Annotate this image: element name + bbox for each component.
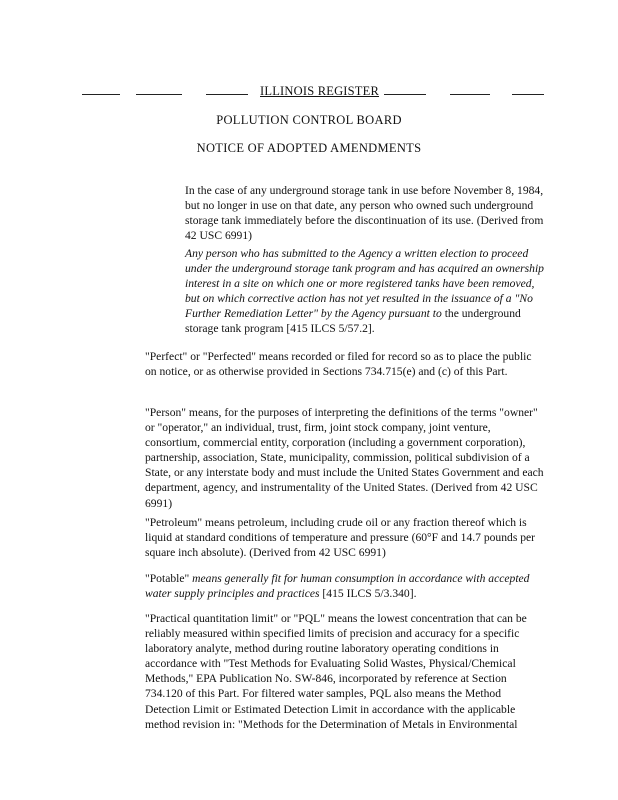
term-text: "Potable"	[145, 572, 190, 585]
header-rule	[82, 94, 120, 95]
board-heading: POLLUTION CONTROL BOARD	[216, 113, 402, 127]
definition-petroleum: "Petroleum" means petroleum, including crude oil or any fraction thereof which is liquid at standard conditions of temperature and pressure (60°F and 14.7 pounds per square inch absolute). (Derived from 42 USC 6991)	[145, 516, 536, 560]
paragraph-owner-election	[185, 246, 545, 337]
header-rule	[450, 94, 490, 95]
header-rule	[512, 94, 544, 95]
paragraph-owner-discontinued: In the case of any underground storage tank in use before November 8, 1984, but no longer in use on that date, any person who owned such underground storage tank immediately before the discontinuation of its use. (Derived from 42 USC 6991)	[185, 184, 544, 243]
italic-text: Any person who has submitted to the Agency a written election to proceed under the underground storage tank program and has acquired an ownership interest in a site on which one or more registered tanks have been removed, but on which corrective action has not yet resulted in the issuance of a "No Further Remediation Letter" by the Agency pursuant to	[185, 247, 544, 321]
definition-pql: "Practical quantitation limit" or "PQL" means the lowest concentration that can be reliably measured within specified limits of precision and accuracy for a specific laboratory analyte, method during routine laboratory operating conditions in accordance with "Test Methods for Evaluating Solid Wastes, Physical/Chemical Methods," EPA Publication No. SW-846, incorporated by reference at Section 734.120 of this Part. For filtered water samples, PQL also means the Method Detection Limit or Estimated Detection Limit in accordance with the applicable method revision in: "Methods for the Determination of Metals in Environmental	[145, 612, 527, 731]
citation-text: [415 ILCS 5/3.340].	[319, 587, 417, 601]
notice-heading: NOTICE OF ADOPTED AMENDMENTS	[196, 141, 422, 155]
definition-perfect: "Perfect" or "Perfected" means recorded or filed for record so as to place the public on notice, or as otherwise provided in Sections 734.715(e) and (c) of this Part.	[145, 350, 532, 379]
header-rule	[384, 94, 426, 95]
definition-potable	[145, 571, 545, 601]
italic-text: means generally fit for human consumption in accordance with accepted water supply principles and practices	[145, 572, 530, 601]
header-rule	[136, 94, 182, 95]
definition-person: "Person" means, for the purposes of interpreting the definitions of the terms "owner" or "operator," an individual, trust, firm, joint stock company, joint venture, consortium, commercial entity, corporation (including a government corporation), partnership, association, State, municipality, commission, political subdivision of a State, or any interstate body and must include the United States Government and each department, agency, and instrumentality of the United States. (Derived from 42 USC 6991)	[145, 406, 544, 510]
plain-text: the underground storage tank program [415 ILCS 5/57.2].	[185, 307, 521, 336]
register-header	[74, 84, 544, 100]
register-title: ILLINOIS REGISTER	[260, 84, 380, 98]
header-rule	[206, 94, 248, 95]
